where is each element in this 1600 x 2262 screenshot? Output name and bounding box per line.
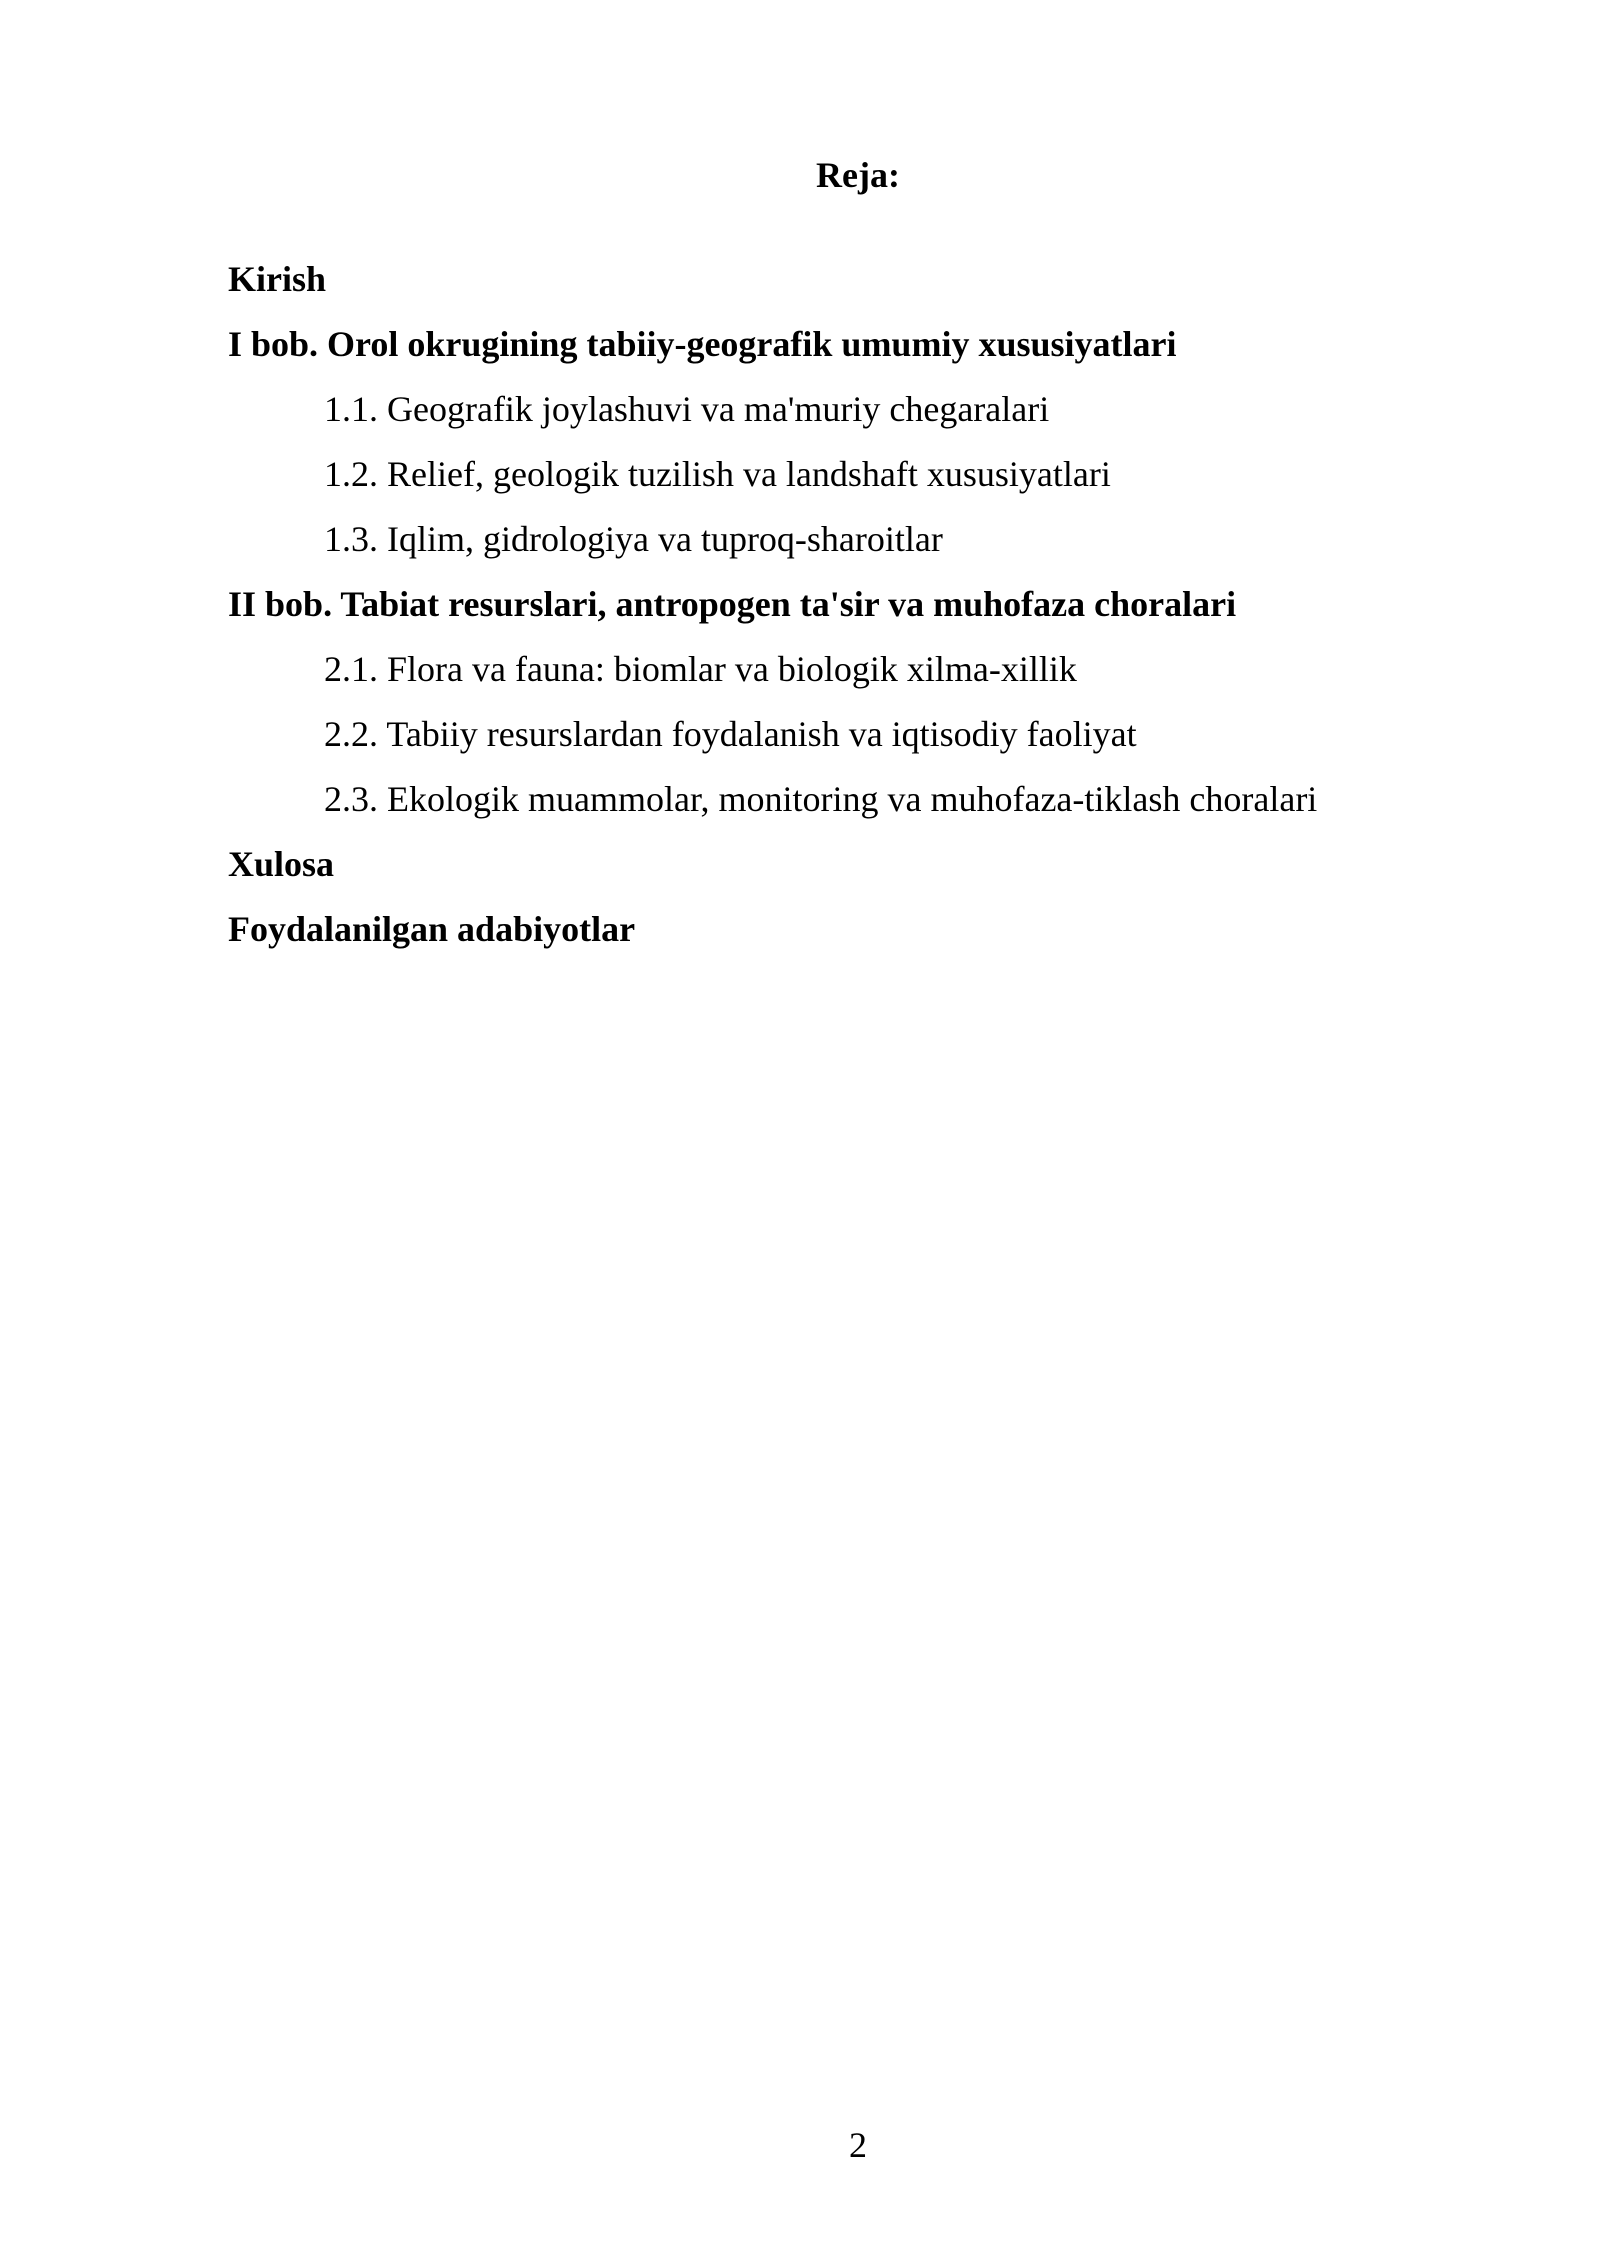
page-number: 2 xyxy=(849,2125,867,2165)
toc-chapter-1: I bob. Orol okrugining tabiiy-geografik umumiy xususiyatlari xyxy=(228,324,1177,364)
toc-entry-kirish: Kirish xyxy=(228,259,327,299)
toc-chapter-2: II bob. Tabiat resurslari, antropogen ta'sir va muhofaza choralari xyxy=(228,584,1237,624)
table-of-contents xyxy=(228,247,1428,962)
toc-section-1-1: 1.1. Geografik joylashuvi va ma'muriy chegaralari xyxy=(324,389,1050,429)
toc-entry-references: Foydalanilgan adabiyotlar xyxy=(228,909,636,949)
toc-section-2-3: 2.3. Ekologik muammolar, monitoring va muhofaza-tiklash choralari xyxy=(324,779,1318,819)
toc-section-1-2: 1.2. Relief, geologik tuzilish va landshaft xususiyatlari xyxy=(324,454,1111,494)
toc-section-1-3: 1.3. Iqlim, gidrologiya va tuproq-sharoitlar xyxy=(324,519,943,559)
toc-section-2-1: 2.1. Flora va fauna: biomlar va biologik xilma-xillik xyxy=(324,649,1077,689)
toc-entry-xulosa: Xulosa xyxy=(228,844,335,884)
page-title: Reja: xyxy=(816,155,900,195)
toc-section-2-2: 2.2. Tabiiy resurslardan foydalanish va iqtisodiy faoliyat xyxy=(324,714,1137,754)
